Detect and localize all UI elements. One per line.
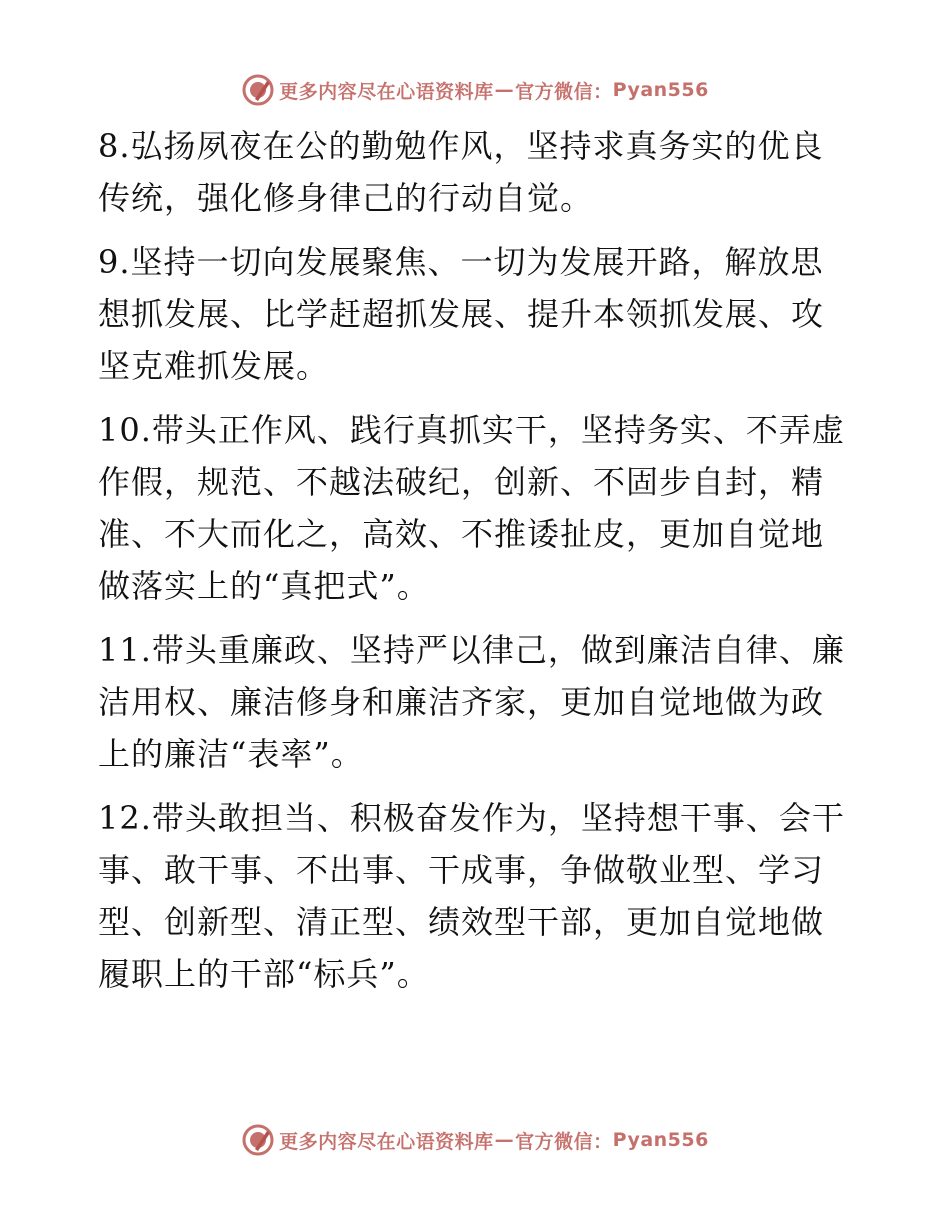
paragraph-8: 8.弘扬夙夜在公的勤勉作风，坚持求真务实的优良传统，强化修身律己的行动自觉。 — [98, 127, 824, 217]
watermark-main-text: 更多内容尽在心语资料库 — [279, 80, 494, 103]
paragraph-9: 9.坚持一切向发展聚焦、一切为发展开路，解放思想抓发展、比学赶超抓发展、提升本领抓发展、攻坚克难抓发展。 — [98, 243, 825, 385]
watermark-wechat-id: Pyan556 — [612, 1129, 709, 1151]
watermark-footer — [0, 1120, 950, 1160]
watermark-wechat-id: Pyan556 — [612, 79, 709, 101]
pen-logo-icon — [241, 1123, 275, 1157]
watermark-header — [0, 70, 950, 110]
document-body — [98, 120, 850, 1012]
paragraph-11: 11.带头重廉政、坚持严以律己，做到廉洁自律、廉洁用权、廉洁修身和廉洁齐家，更加自觉地做为政上的廉洁“表率”。 — [98, 631, 845, 773]
paragraph-10: 10.带头正作风、践行真抓实干，坚持务实、不弄虚作假，规范、不越法破纪，创新、不固步自封，精准、不大而化之，高效、不推诿扯皮，更加自觉地做落实上的“真把式”。 — [98, 411, 845, 605]
watermark-wechat-label: 官方微信： — [515, 80, 613, 103]
watermark-dash: — — [494, 79, 515, 101]
watermark-dash: — — [494, 1129, 515, 1151]
paragraph-12: 12.带头敢担当、积极奋发作为，坚持想干事、会干事、敢干事、不出事、干成事，争做敬业型、学习型、创新型、清正型、绩效型干部，更加自觉地做履职上的干部“标兵”。 — [98, 799, 845, 993]
watermark-wechat-label: 官方微信： — [515, 1130, 613, 1153]
watermark-main-text: 更多内容尽在心语资料库 — [279, 1130, 494, 1153]
pen-logo-icon — [241, 73, 275, 107]
